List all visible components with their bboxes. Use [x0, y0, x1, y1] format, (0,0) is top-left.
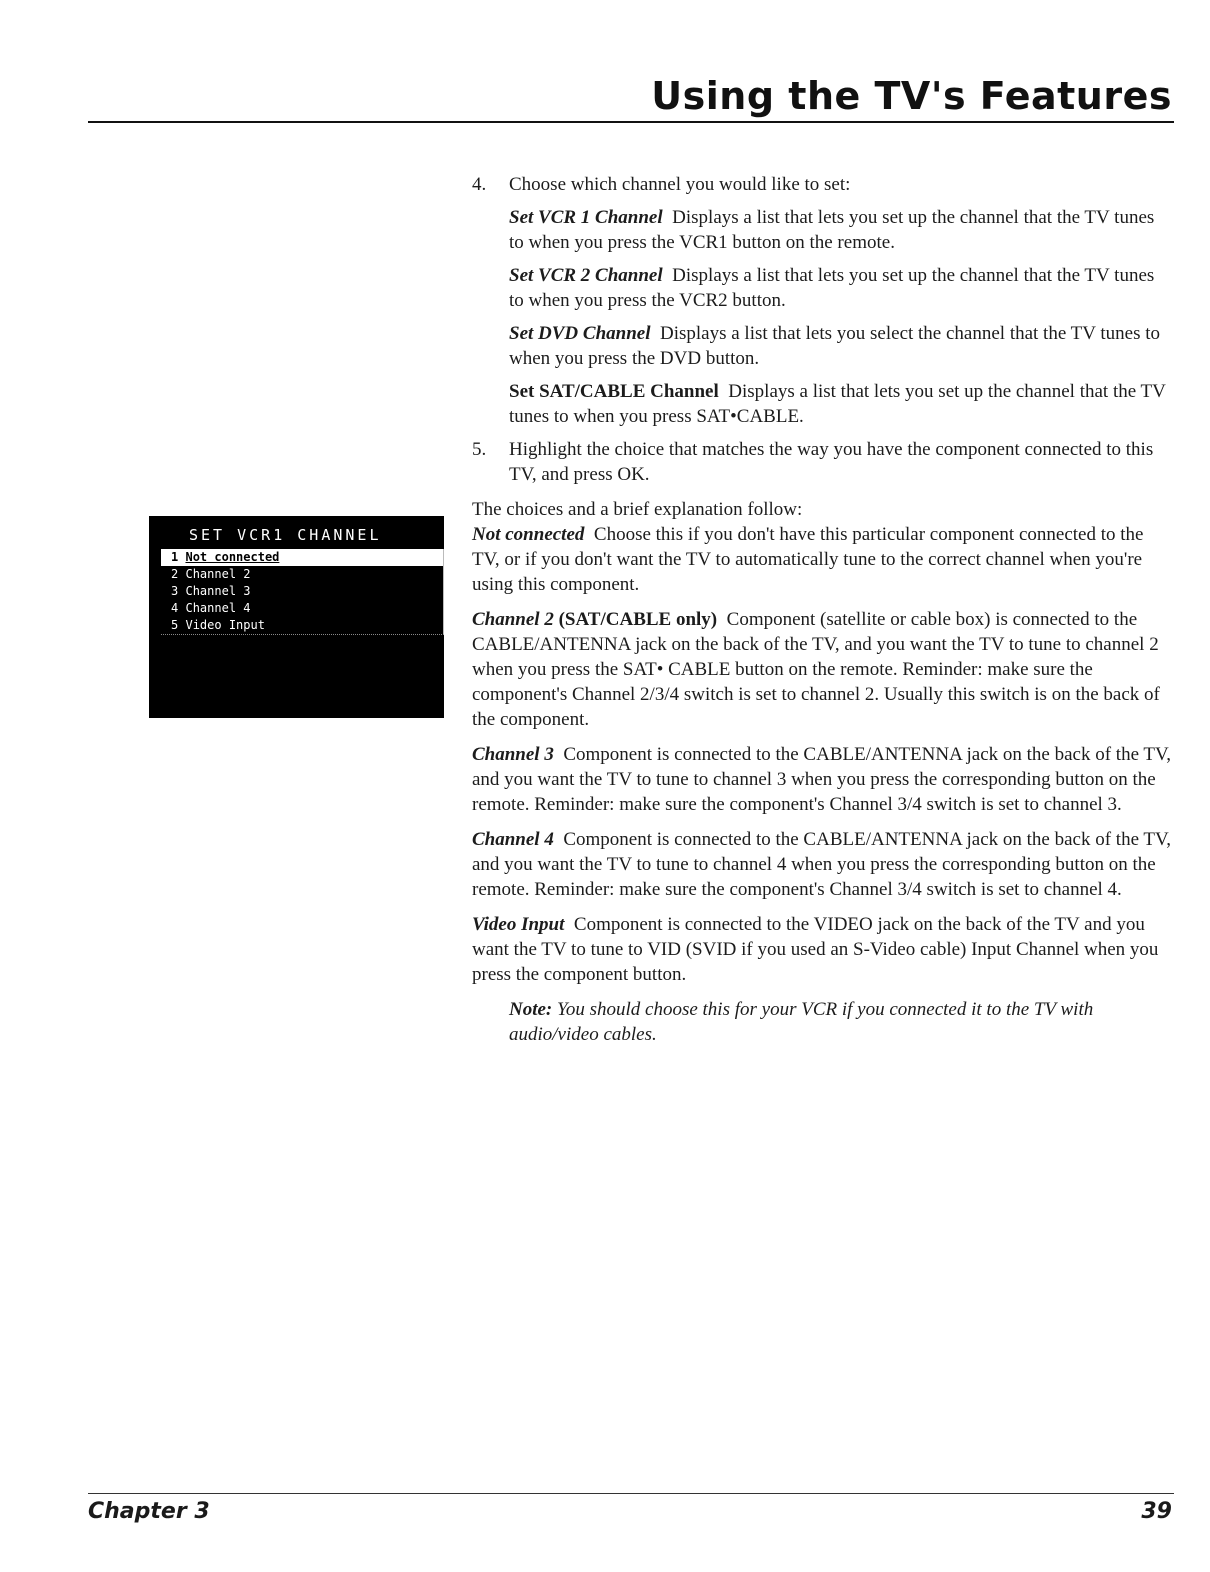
note — [509, 997, 1172, 1047]
definition-text: Displays a list that lets you select the channel that the TV tunes to when you press the DVD button. — [509, 323, 1161, 369]
step-number: 5. — [472, 439, 487, 460]
page-header-title: Using the TV's Features — [651, 74, 1172, 118]
definition-set-sat-cable-channel — [509, 379, 1172, 429]
choice-term: Channel 3 — [472, 744, 554, 765]
step-4 — [472, 172, 1172, 197]
choice-text: Choose this if you don't have this particular component connected to the TV, or if you don't want the TV to automatically tune to the correct channel when you're using this component. — [472, 524, 1144, 595]
choice-channel-3 — [472, 742, 1172, 817]
osd-item-label: Video Input — [185, 618, 265, 632]
choice-text: Component is connected to the VIDEO jack on the back of the TV and you want the TV to tune to VID (SVID if you used an S-Video cable) Input Channel when you press the component button. — [472, 914, 1159, 985]
definition-term: Set SAT/CABLE Channel — [509, 381, 719, 402]
note-text: You should choose this for your VCR if you connected it to the TV with audio/video cables. — [509, 999, 1094, 1045]
header-rule — [88, 121, 1174, 123]
definition-text: Displays a list that lets you set up the channel that the TV tunes to when you press the VCR1 button on the remote. — [509, 207, 1155, 253]
step-5 — [472, 437, 1172, 487]
definition-text: Displays a list that lets you set up the channel that the TV tunes to when you press SAT•CABLE. — [509, 381, 1166, 427]
choice-video-input — [472, 912, 1172, 987]
osd-item-channel-2[interactable] — [161, 566, 443, 583]
osd-item-label: Channel 2 — [185, 567, 251, 581]
page-body — [472, 172, 1172, 1047]
osd-item-number: 1 — [171, 550, 179, 564]
choice-text: Component is connected to the CABLE/ANTENNA jack on the back of the TV, and you want the TV to tune to channel 3 when you press the corresponding button on the remote. Reminder: make sure the component's Channel 3/4 switch is set to channel 3. — [472, 744, 1172, 815]
definition-set-vcr1-channel — [509, 205, 1172, 255]
choice-term: Channel 2 — [472, 609, 554, 630]
osd-item-number: 4 — [171, 601, 179, 615]
choice-text: Component (satellite or cable box) is connected to the CABLE/ANTENNA jack on the back of the TV, and you want the TV to tune to channel 2 when you press the SAT• CABLE button on the remote. Reminder: make sure the component's Channel 2/3/4 switch is set to channel 2. Usually this switch is on the back of the component. — [472, 609, 1160, 730]
choice-term: Video Input — [472, 914, 565, 935]
osd-item-video-input[interactable] — [161, 617, 443, 634]
choice-channel-2 — [472, 607, 1172, 732]
osd-item-label: Channel 3 — [185, 584, 251, 598]
note-label: Note: — [509, 999, 553, 1020]
osd-item-channel-3[interactable] — [161, 583, 443, 600]
choice-not-connected — [472, 522, 1172, 597]
osd-channel-list — [161, 549, 444, 635]
osd-item-number: 5 — [171, 618, 179, 632]
choice-term: Channel 4 — [472, 829, 554, 850]
osd-item-number: 2 — [171, 567, 179, 581]
definition-set-vcr2-channel — [509, 263, 1172, 313]
choice-channel-4 — [472, 827, 1172, 902]
definition-term: Set VCR 2 Channel — [509, 265, 663, 286]
definition-term: Set VCR 1 Channel — [509, 207, 663, 228]
footer-chapter: Chapter 3 — [88, 1499, 210, 1524]
choice-text: Component is connected to the CABLE/ANTENNA jack on the back of the TV, and you want the TV to tune to channel 4 when you press the corresponding button on the remote. Reminder: make sure the component's Channel 3/4 switch is set to channel 4. — [472, 829, 1172, 900]
osd-item-number: 3 — [171, 584, 179, 598]
definition-text: Displays a list that lets you set up the channel that the TV tunes to when you press the VCR2 button. — [509, 265, 1155, 311]
footer-page-number: 39 — [1141, 1499, 1172, 1524]
step-number: 4. — [472, 174, 487, 195]
osd-item-label: Channel 4 — [185, 601, 251, 615]
choices-intro: The choices and a brief explanation follow: — [472, 499, 803, 520]
osd-item-label: Not connected — [185, 550, 280, 564]
step-text: Highlight the choice that matches the way you have the component connected to this TV, and press OK. — [509, 439, 1154, 485]
osd-item-channel-4[interactable] — [161, 600, 443, 617]
choice-term: Not connected — [472, 524, 585, 545]
osd-title: SET VCR1 CHANNEL — [189, 526, 382, 544]
set-vcr1-channel-screen — [149, 516, 444, 718]
definition-set-dvd-channel — [509, 321, 1172, 371]
footer-rule — [88, 1493, 1174, 1494]
choice-qualifier: (SAT/CABLE only) — [558, 609, 718, 630]
osd-item-not-connected[interactable] — [161, 549, 443, 566]
definition-term: Set DVD Channel — [509, 323, 651, 344]
step-text: Choose which channel you would like to set: — [509, 174, 851, 195]
